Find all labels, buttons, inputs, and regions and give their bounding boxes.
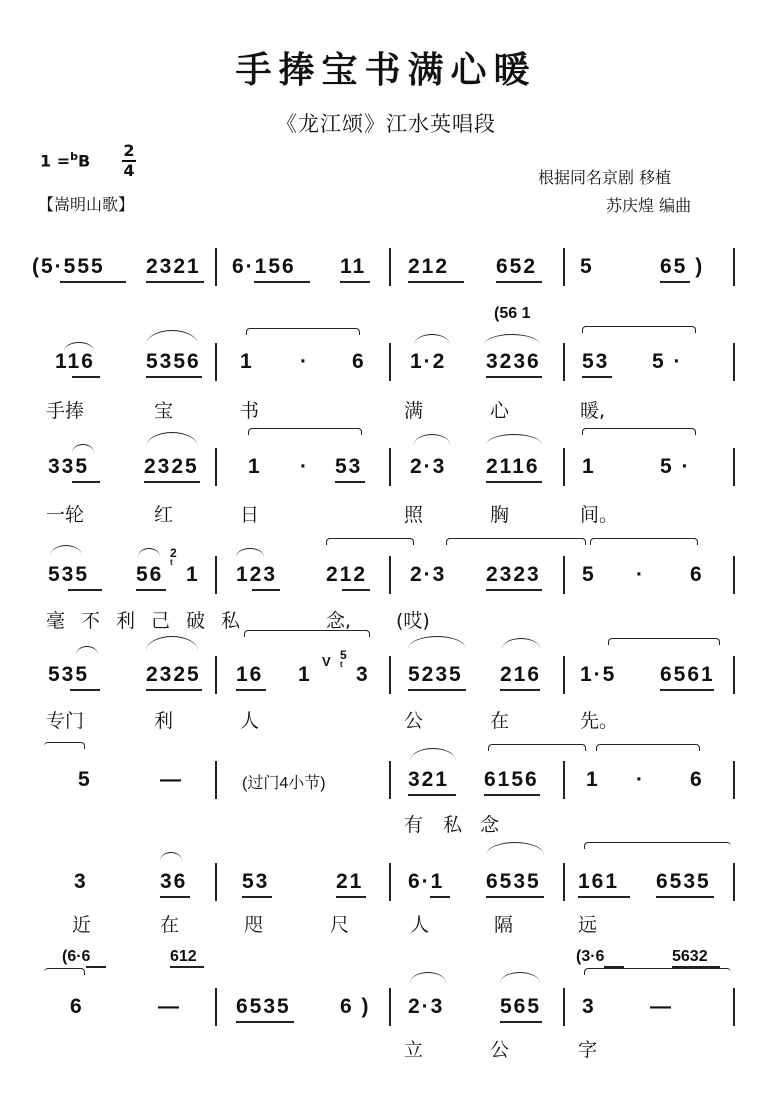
underline <box>86 966 106 968</box>
note-group: 21 <box>336 870 364 893</box>
slur <box>500 972 540 983</box>
bar-line <box>733 761 735 799</box>
note-group: (5·555 <box>32 255 105 278</box>
slur <box>414 334 450 345</box>
underline <box>144 481 200 483</box>
bar-line <box>733 343 735 381</box>
note-group: 6·156 <box>232 255 296 278</box>
note-group: 212 <box>326 563 368 586</box>
lyric: 公 <box>404 710 424 732</box>
note-group: 65 ) <box>660 255 705 278</box>
tie <box>608 638 720 645</box>
tie <box>446 538 586 545</box>
bar-line <box>215 656 217 694</box>
note-group: 2323 <box>486 563 541 586</box>
lyric: 有私 <box>404 814 483 836</box>
note-group: 1 <box>240 350 254 373</box>
bar-line <box>215 988 217 1026</box>
bar-line <box>733 248 735 286</box>
lyric: 心 <box>490 400 510 422</box>
note-group: 6 <box>690 768 704 791</box>
bar-line <box>733 448 735 486</box>
note-group: 6 <box>352 350 366 373</box>
slur <box>414 434 450 445</box>
tie <box>584 968 731 975</box>
note-group: 6 <box>690 563 704 586</box>
bar-line <box>389 343 391 381</box>
lyric: 立 <box>404 1039 424 1061</box>
underline <box>146 689 202 691</box>
slur <box>72 444 94 453</box>
bar-line <box>563 863 565 901</box>
lyric: 尺 <box>330 914 350 936</box>
lyric: 红 <box>154 504 174 526</box>
note-group: 321 <box>408 768 450 791</box>
underline <box>336 896 366 898</box>
note-group: 2116 <box>486 455 540 478</box>
tie <box>590 538 698 545</box>
note-group: · <box>300 455 309 478</box>
tie <box>246 328 360 335</box>
bar-line <box>389 656 391 694</box>
slur <box>146 432 198 447</box>
bar-line <box>215 448 217 486</box>
note-group: 53 <box>582 350 610 373</box>
note-group: 1 <box>582 455 596 478</box>
note-group: 53 <box>335 455 363 478</box>
slur <box>76 646 98 655</box>
note-group: 1 <box>186 563 200 586</box>
bar-line <box>389 863 391 901</box>
lyric: 间。 <box>580 504 619 526</box>
bar-line <box>733 988 735 1026</box>
note-group: 6535 <box>656 870 711 893</box>
bar-line <box>563 656 565 694</box>
credit-composer: 苏庆煌 编曲 <box>606 196 692 215</box>
note-group: 161 <box>578 870 620 893</box>
lyric: 念, <box>326 610 352 632</box>
note-group: 6·1 <box>408 870 445 893</box>
underline <box>500 689 540 691</box>
slur <box>502 638 540 649</box>
lyric: 照 <box>404 504 424 526</box>
bar-line <box>389 248 391 286</box>
note-group: 6 ) <box>340 995 371 1018</box>
underline <box>408 689 466 691</box>
grace-note: 5 ᵗ <box>340 648 347 673</box>
underline <box>60 281 126 283</box>
tie <box>326 538 414 545</box>
underline <box>146 376 202 378</box>
bar-line <box>215 761 217 799</box>
bar-line <box>215 248 217 286</box>
bar-line <box>733 556 735 594</box>
lyric: 念 <box>480 814 500 836</box>
underline <box>170 966 204 968</box>
lyric: 近 <box>72 914 92 936</box>
underline <box>408 794 456 796</box>
grace-note: (56 1 <box>494 305 531 322</box>
underline <box>252 589 280 591</box>
bar-line <box>563 448 565 486</box>
lyric: 先。 <box>580 710 619 732</box>
note-group: · <box>636 563 645 586</box>
note-group: 2325 <box>144 455 199 478</box>
lyric: 远 <box>578 914 598 936</box>
flat-sign: b <box>70 150 78 163</box>
note-group: 212 <box>408 255 450 278</box>
bar-line <box>389 988 391 1026</box>
underline <box>660 281 690 283</box>
lyric: 胸 <box>490 504 510 526</box>
note-group: 11 <box>340 255 367 278</box>
key-label: 1 = <box>40 151 71 171</box>
grace-note: 2 ᵗ <box>170 546 177 571</box>
tie <box>488 744 586 751</box>
note-group: 3 <box>582 995 596 1018</box>
note-group: · <box>300 350 309 373</box>
bar-line <box>215 863 217 901</box>
underline <box>236 689 266 691</box>
time-signature <box>122 142 136 180</box>
tie <box>584 842 731 849</box>
bar-line <box>733 863 735 901</box>
note-group: 6535 <box>236 995 291 1018</box>
note-group: 6561 <box>660 663 715 686</box>
tie <box>248 428 362 435</box>
underline <box>335 481 365 483</box>
underline <box>486 896 544 898</box>
lyric: 在 <box>160 914 180 936</box>
note-group: 3 <box>74 870 88 893</box>
note-group: 535 <box>48 563 90 586</box>
underline <box>430 896 450 898</box>
note-group: 5356 <box>146 350 201 373</box>
note-group: 565 <box>500 995 542 1018</box>
tie <box>244 630 370 637</box>
underline <box>500 1021 542 1023</box>
underline <box>72 481 100 483</box>
lyric: 专门 <box>46 710 85 732</box>
tune-name: 【嵩明山歌】 <box>38 195 135 214</box>
bar-line <box>389 556 391 594</box>
note-group: 2·3 <box>408 995 445 1018</box>
lyric: 毫不利己破私 <box>46 610 257 632</box>
underline <box>146 281 204 283</box>
note-group: — <box>158 995 181 1018</box>
note-group: 1·2 <box>410 350 447 373</box>
lyric: 书 <box>240 400 260 422</box>
key-signature <box>40 150 90 170</box>
note-group: 5 <box>78 768 92 791</box>
tie <box>44 968 85 975</box>
lyric: 利 <box>154 710 174 732</box>
note-group: 2·3 <box>410 563 447 586</box>
lyric: 手捧 <box>46 400 85 422</box>
underline <box>486 376 542 378</box>
bar-line <box>215 556 217 594</box>
note-group: 123 <box>236 563 278 586</box>
lyric: 公 <box>490 1039 510 1061</box>
note-group: 116 <box>55 350 95 373</box>
underline <box>68 589 102 591</box>
underline <box>578 896 630 898</box>
lyric: 在 <box>490 710 510 732</box>
note-group: 1·5 <box>580 663 617 686</box>
note-group: 5235 <box>408 663 463 686</box>
tie <box>596 744 700 751</box>
underline <box>254 281 310 283</box>
lyric: 日 <box>240 504 260 526</box>
note-group: 1 <box>248 455 262 478</box>
lyric: 满 <box>404 400 424 422</box>
bar-line <box>563 343 565 381</box>
note-group: 5 <box>580 255 594 278</box>
note-group: 53 <box>242 870 270 893</box>
note-group: 535 <box>48 663 90 686</box>
slur <box>484 334 540 345</box>
bar-line <box>563 556 565 594</box>
underline <box>582 376 612 378</box>
note-group: — <box>160 768 183 791</box>
slur <box>50 545 82 556</box>
underline <box>408 281 464 283</box>
underline <box>342 589 370 591</box>
note-group: 2325 <box>146 663 201 686</box>
song-subtitle: 《龙江颂》江水英唱段 <box>276 112 496 136</box>
slur <box>486 434 542 445</box>
note-group: 2·3 <box>410 455 447 478</box>
slur <box>410 972 446 983</box>
note-group: 5 · <box>652 350 683 373</box>
underline <box>236 1021 294 1023</box>
lyric: 人 <box>240 710 260 732</box>
underline <box>340 281 370 283</box>
note-group: 5 · <box>660 455 691 478</box>
lyric: 隔 <box>494 914 514 936</box>
lyric: 暖, <box>580 400 606 422</box>
underline <box>70 689 100 691</box>
note-group: 5632 <box>672 948 708 965</box>
note-group: · <box>636 768 645 791</box>
interlude-label: (过门4小节) <box>242 775 326 792</box>
bar-line <box>563 248 565 286</box>
slur <box>160 852 182 861</box>
slur <box>138 548 160 557</box>
tie <box>44 742 85 749</box>
note-group: 5 <box>582 563 596 586</box>
note-group: (3·6 <box>576 948 605 965</box>
lyric: 咫 <box>244 914 264 936</box>
note-group: 652 <box>496 255 538 278</box>
underline <box>242 896 272 898</box>
note-group: 6156 <box>484 768 539 791</box>
note-group: (6·6 <box>62 948 91 965</box>
lyric: 宝 <box>154 400 174 422</box>
lyric: (哎) <box>396 610 430 632</box>
note-group: 612 <box>170 948 197 965</box>
song-title: 手捧宝书满心暖 <box>235 49 537 91</box>
bar-line <box>389 761 391 799</box>
slur <box>410 748 456 761</box>
note-group: 6535 <box>486 870 541 893</box>
underline <box>660 689 714 691</box>
underline <box>486 481 542 483</box>
bar-line <box>733 656 735 694</box>
bar-line <box>563 988 565 1026</box>
underline <box>484 794 540 796</box>
underline <box>486 589 542 591</box>
tie <box>582 428 696 435</box>
note-group: 16 <box>236 663 264 686</box>
tie <box>582 326 696 333</box>
underline <box>656 896 714 898</box>
bar-line <box>215 343 217 381</box>
slur <box>146 330 198 345</box>
lyric: 一轮 <box>46 504 85 526</box>
key-note: B <box>77 151 91 171</box>
note-group: 216 <box>500 663 542 686</box>
slur <box>146 636 198 651</box>
note-group: 1 <box>586 768 600 791</box>
note-group: — <box>650 995 673 1018</box>
note-group: 3 <box>356 663 370 686</box>
note-group: 36 <box>160 870 188 893</box>
note-group: 1 <box>298 663 312 686</box>
slur <box>236 548 264 557</box>
slur <box>486 842 544 855</box>
lyric: 字 <box>578 1039 598 1061</box>
breath-mark: V <box>322 654 331 669</box>
credit-source: 根据同名京剧 移植 <box>538 168 672 187</box>
note-group: 56 <box>136 563 164 586</box>
slur <box>408 636 466 649</box>
lyric: 人 <box>410 914 430 936</box>
underline <box>496 281 542 283</box>
underline <box>160 896 190 898</box>
note-group: 335 <box>48 455 90 478</box>
note-group: 6 <box>70 995 84 1018</box>
note-group: 3236 <box>486 350 541 373</box>
underline <box>136 589 166 591</box>
note-group: 2321 <box>146 255 201 278</box>
bar-line <box>563 761 565 799</box>
bar-line <box>389 448 391 486</box>
underline <box>72 376 100 378</box>
time-denominator: 4 <box>123 160 135 180</box>
time-numerator: 2 <box>123 141 135 160</box>
